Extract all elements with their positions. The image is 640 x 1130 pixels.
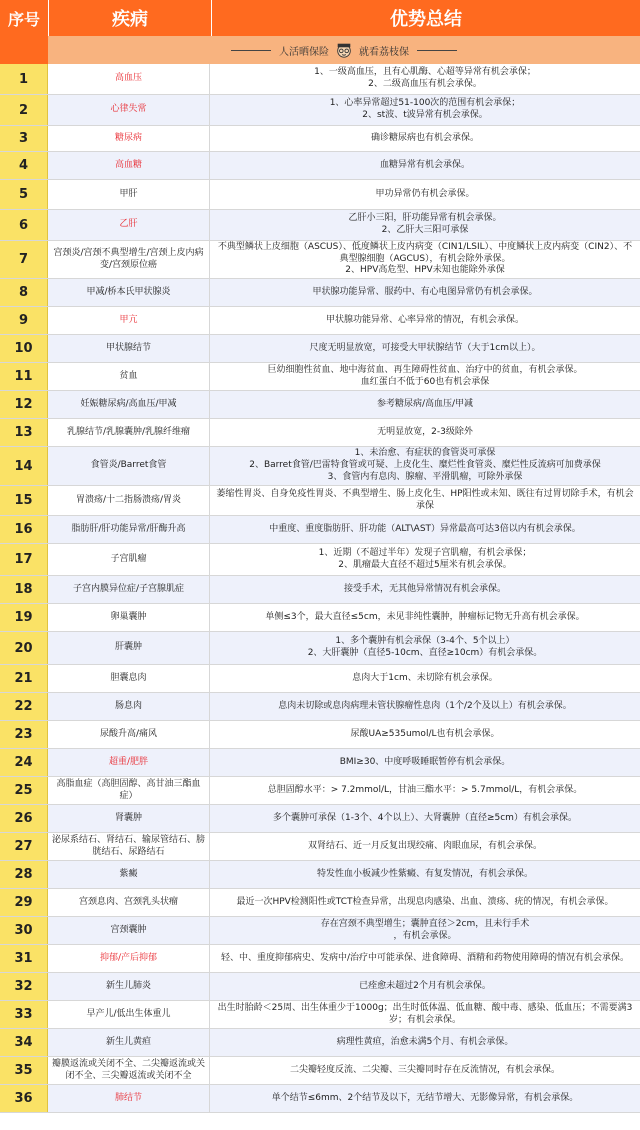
table-row — [0, 665, 640, 693]
disease-name: 胆囊息肉 — [48, 665, 210, 692]
banner-left-text: 人活晒保险 — [279, 46, 329, 58]
summary-text: 息肉未切除或息肉病理未管状腺瘤性息肉（1个/2个及以上）有机会承保。 — [210, 693, 640, 720]
disease-name: 瓣膜返流或关闭不全、二尖瓣返流或关闭不全、三尖瓣返流或关闭不全 — [48, 1057, 210, 1084]
summary-text: 不典型鳞状上皮细胞（ASCUS）、低度鳞状上皮内病变（CIN1/LSIL）、中度鳞状上皮内病变（CIN2）、不典型腺细胞（AGCUS），有机会除外承保。 2、HPV高危型、HPV未知也能除外承保 — [217, 241, 633, 276]
row-number: 29 — [0, 889, 48, 916]
disease-name: 早产儿/低出生体重儿 — [48, 1001, 210, 1028]
table-row — [0, 777, 640, 805]
row-number: 23 — [0, 721, 48, 748]
table-row — [0, 833, 640, 861]
summary-text: 双肾结石、近一月反复出现绞痛、肉眼血尿，有机会承保。 — [307, 840, 542, 851]
table-row — [0, 1085, 640, 1113]
summary-text: 中重度、重度脂肪肝、肝功能（ALT\AST）异常最高可达3倍以内有机会承保。 — [210, 516, 640, 543]
summary-text: 单个结节≤6mm、2个结节及以下，无结节增大、无影像异常，有机会承保。 — [210, 1085, 640, 1112]
disease-name: 卵巢囊肿 — [48, 604, 210, 631]
summary-text: 存在宫颈不典型增生；囊肿直径＞2cm，且未行手术 ，有机会承保。 — [210, 917, 640, 944]
banner-content — [48, 36, 640, 64]
disease-name: 食管炎/Barret食管 — [48, 447, 210, 485]
disease-name: 泌尿系结石、肾结石、输尿管结石、膀胱结石、尿路结石 — [48, 833, 210, 860]
table-row — [0, 721, 640, 749]
summary-text: 1、未治愈、有症状的食管炎可承保 2、Barret食管/巴雷特食管或可疑、上皮化生、糜烂性食管炎、糜烂性反流病可加费承保 3、食管内有息肉、腺瘤、平滑肌瘤，可除外承保 — [210, 447, 640, 485]
disease-name: 高脂血症（高胆固醇、高甘油三酯血症） — [48, 777, 210, 804]
row-number: 22 — [0, 693, 48, 720]
table-row — [0, 210, 640, 241]
row-number: 32 — [0, 973, 48, 1000]
table-row — [0, 1057, 640, 1085]
row-number: 31 — [0, 945, 48, 972]
row-number: 1 — [0, 64, 48, 94]
row-number: 36 — [0, 1085, 48, 1112]
table-row — [0, 917, 640, 945]
disease-name: 新生儿肺炎 — [48, 973, 210, 1000]
table-row — [0, 335, 640, 363]
summary-text: BMI≥30、中度呼吸睡眠暂停有机会承保。 — [210, 749, 640, 776]
row-number: 9 — [0, 307, 48, 334]
summary-text: 已痊愈未超过2个月有机会承保。 — [210, 973, 640, 1000]
table-row — [0, 64, 640, 95]
summary-text: 萎缩性胃炎、自身免疫性胃炎、不典型增生、肠上皮化生、HP阳性或未知、既往有过胃切除手术，有机会承保 — [216, 488, 634, 511]
row-number: 15 — [0, 486, 48, 515]
table-row — [0, 805, 640, 833]
table-row — [0, 945, 640, 973]
header-disease: 疾病 — [49, 0, 212, 36]
table-row — [0, 363, 640, 391]
row-number: 16 — [0, 516, 48, 543]
summary-text: 参考糖尿病/高血压/甲减 — [210, 391, 640, 418]
disease-name: 心律失常 — [48, 95, 210, 125]
disease-name: 乙肝 — [48, 210, 210, 240]
summary-text: 二尖瓣轻度反流、二尖瓣、三尖瓣同时存在反流情况，有机会承保。 — [289, 1064, 560, 1075]
summary-text: 甲状腺功能异常、服药中、有心电图异常仍有机会承保。 — [210, 279, 640, 306]
disease-name: 高血糖 — [48, 152, 210, 179]
table-row — [0, 152, 640, 180]
disease-name: 高血压 — [48, 64, 210, 94]
disease-name: 胃溃疡/十二指肠溃疡/胃炎 — [48, 486, 210, 515]
row-number: 10 — [0, 335, 48, 362]
row-number: 8 — [0, 279, 48, 306]
summary-text: 确诊糖尿病也有机会承保。 — [370, 132, 479, 143]
summary-text: 尺度无明显放宽，可接受大甲状腺结节（大于1cm以上）。 — [210, 335, 640, 362]
summary-text: 1、近期（不超过半年）发现子宫肌瘤，有机会承保； 2、肌瘤最大直径不超过5厘米有机会承保。 — [318, 547, 532, 570]
table-row — [0, 180, 640, 210]
disease-name: 甲肝 — [48, 180, 210, 209]
row-number: 33 — [0, 1001, 48, 1028]
summary-text: 病理性黄疸，治愈未满5个月、有机会承保。 — [210, 1029, 640, 1056]
row-number: 35 — [0, 1057, 48, 1084]
row-number: 25 — [0, 777, 48, 804]
disease-name: 新生儿黄疸 — [48, 1029, 210, 1056]
disease-name: 宫颈囊肿 — [48, 917, 210, 944]
table-row — [0, 604, 640, 632]
banner-line-right — [417, 50, 457, 51]
mascot-icon — [335, 41, 353, 59]
row-number: 28 — [0, 861, 48, 888]
table-row — [0, 889, 640, 917]
disease-name: 肠息肉 — [48, 693, 210, 720]
row-number: 34 — [0, 1029, 48, 1056]
summary-text: 轻、中、重度抑郁病史、发病中/治疗中可能承保、进食障碍、酒精和药物使用障碍的情况有机会承保。 — [220, 952, 630, 963]
summary-text: 甲状腺功能异常、心率异常的情况，有机会承保。 — [325, 314, 524, 325]
table-row — [0, 279, 640, 307]
disease-name: 妊娠糖尿病/高血压/甲减 — [48, 391, 210, 418]
table-row — [0, 973, 640, 1001]
row-number: 24 — [0, 749, 48, 776]
row-number: 18 — [0, 576, 48, 603]
row-number: 20 — [0, 632, 48, 664]
table-header — [0, 0, 640, 36]
summary-text: 尿酸UA≥535umol/L也有机会承保。 — [350, 728, 500, 739]
banner-right-text: 就看荔枝保 — [359, 46, 409, 58]
row-number: 3 — [0, 126, 48, 151]
disease-name: 甲亢 — [48, 307, 210, 334]
summary-text: 最近一次HPV检测阳性或TCT检查异常，出现息肉感染、出血、溃疡、疣的情况，有机会承保。 — [236, 896, 614, 907]
table-row — [0, 419, 640, 447]
disease-name: 肾囊肿 — [48, 805, 210, 832]
disease-name: 糖尿病 — [48, 126, 210, 151]
row-number: 11 — [0, 363, 48, 390]
disease-name: 肺结节 — [48, 1085, 210, 1112]
summary-text: 巨幼细胞性贫血、地中海贫血、再生障碍性贫血、治疗中的贫血，有机会承保。 血红蛋白不低于60也有机会承保 — [267, 364, 583, 387]
summary-text: 特发性血小板减少性紫癜、有复发情况，有机会承保。 — [210, 861, 640, 888]
disease-name: 脂肪肝/肝功能异常/肝酶升高 — [48, 516, 210, 543]
row-number: 27 — [0, 833, 48, 860]
table-row — [0, 447, 640, 486]
table-body — [0, 64, 640, 1113]
row-number: 4 — [0, 152, 48, 179]
summary-text: 1、心率异常超过51-100次的范围有机会承保； 2、st波、t波异常有机会承保。 — [210, 95, 640, 125]
summary-text: 血糖异常有机会承保。 — [210, 152, 640, 179]
header-summary: 优势总结 — [390, 9, 462, 30]
row-number: 7 — [0, 241, 48, 278]
disease-name: 子宫肌瘤 — [48, 544, 210, 575]
table-row — [0, 693, 640, 721]
summary-text: 息肉大于1cm、未切除有机会承保。 — [352, 672, 498, 683]
summary-text: 单侧≤3个，最大直径≤5cm，未见非纯性囊肿，肿瘤标记物无升高有机会承保。 — [265, 611, 585, 622]
disease-name: 超重/肥胖 — [48, 749, 210, 776]
summary-text: 多个囊肿可承保（1-3个、4个以上）、大肾囊肿（直径≥5cm）有机会承保。 — [210, 805, 640, 832]
table-row — [0, 861, 640, 889]
row-number: 19 — [0, 604, 48, 631]
disease-name: 肝囊肿 — [48, 632, 210, 664]
disease-name: 甲状腺结节 — [48, 335, 210, 362]
row-number: 17 — [0, 544, 48, 575]
row-number: 2 — [0, 95, 48, 125]
summary-text: 总胆固醇水平：> 7.2mmol/L，甘油三酯水平：> 5.7mmol/L，有机会承保。 — [267, 784, 583, 795]
disease-name: 宫颈炎/宫颈不典型增生/宫颈上皮内病变/宫颈原位癌 — [48, 241, 210, 278]
table-row — [0, 544, 640, 576]
table-row — [0, 516, 640, 544]
disease-name: 抑郁/产后抑郁 — [48, 945, 210, 972]
table-row — [0, 126, 640, 152]
disease-name: 乳腺结节/乳腺囊肿/乳腺纤维瘤 — [48, 419, 210, 446]
summary-text: 无明显放宽，2-3级除外 — [377, 426, 473, 437]
summary-text: 接受手术，无其他异常情况有机会承保。 — [210, 576, 640, 603]
summary-text: 出生时胎龄＜25周、出生体重少于1000g；出生时低体温、低血糖、酸中毒、感染、低血压；不需要满3岁；有机会承保。 — [217, 1002, 633, 1025]
disease-name: 甲减/桥本氏甲状腺炎 — [48, 279, 210, 306]
row-number: 5 — [0, 180, 48, 209]
disease-name: 尿酸升高/痛风 — [48, 721, 210, 748]
brand-banner — [0, 36, 640, 64]
row-number: 14 — [0, 447, 48, 485]
summary-text: 1、一级高血压，且有心肌酶、心超等异常有机会承保； 2、二级高血压有机会承保。 — [314, 67, 536, 89]
disease-name: 子宫内膜异位症/子宫腺肌症 — [48, 576, 210, 603]
table-row — [0, 307, 640, 335]
row-number: 26 — [0, 805, 48, 832]
table-row — [0, 391, 640, 419]
table-row — [0, 576, 640, 604]
table-row — [0, 632, 640, 665]
banner-line-left — [231, 50, 271, 51]
row-number: 12 — [0, 391, 48, 418]
table-row — [0, 95, 640, 126]
disease-name: 宫颈息肉、宫颈乳头状瘤 — [48, 889, 210, 916]
table-row — [0, 1001, 640, 1029]
row-number: 6 — [0, 210, 48, 240]
summary-text: 甲功异常仍有机会承保。 — [375, 188, 475, 199]
table-row — [0, 486, 640, 516]
row-number: 13 — [0, 419, 48, 446]
row-number: 21 — [0, 665, 48, 692]
row-number: 30 — [0, 917, 48, 944]
summary-text: 1、多个囊肿有机会承保（3-4个、5个以上） 2、大肝囊肿（直径5-10cm、直径≥10cm）有机会承保。 — [210, 632, 640, 664]
disease-name: 紫癜 — [48, 861, 210, 888]
banner-left-block — [0, 36, 48, 64]
header-number: 序号 — [0, 0, 49, 36]
table-row — [0, 241, 640, 279]
table-row — [0, 1029, 640, 1057]
summary-text: 乙肝小三阳，肝功能异常有机会承保。 2、乙肝大三阳可承保 — [210, 210, 640, 240]
table-row — [0, 749, 640, 777]
disease-name: 贫血 — [48, 363, 210, 390]
